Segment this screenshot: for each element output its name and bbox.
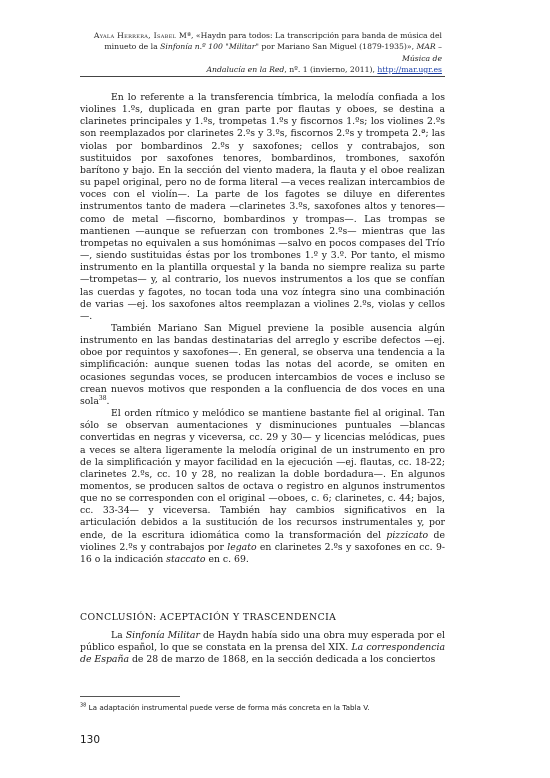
rhythm-text-a: El orden rítmico y melódico se mantiene bastante fiel al original. Tan sólo se observan aumentaciones y disminuciones puntuales —blancas convertidas en negras y viceversa, cc. 29 y 30— y licencias melódicas, pues a veces se altera ligeramente la melodía original de un instrumento en pro de la simplificación y mayor facilidad en la ejecución —ej. flautas, cc. 18-22; clarinetes 2.ºs, cc. 10 y 28, no realizan la doble bordadura—. En algunos momentos, se producen saltos de octava o registro en algunos instrumentos que no se corresponden con el original —oboes, c. 6; clarinetes, c. 44; bajos, cc. 33-34— y viceversa. También hay cambios significativos en la articulación debidos a la sustitución de los recursos instrumentales y, por ende, de la escritura idiomática como la transformación del xyxy=(80,408,445,541)
paragraph-instrumentation: En lo referente a la transferencia tímbrica, la melodía confiada a los violines 1.ºs, duplicada en gran parte por flautas y oboes, se destina a clarinetes principales y 1.ºs, trompetas 1.ºs y fiscornos 1.ºs; los violines 2.ºs son reemplazados por clarinetes 2.ºs y 3.ºs, fiscornos 2.ºs y trompeta 2.ª; las violas por bombardinos 2.ºs y saxofones; cellos y contrabajos, son sustituidos por saxofones tenores, bombardinos, trombones, saxofón barítono y bajo. En la sección del viento madera, la flauta y el oboe realizan su papel original, pero no de forma literal —a veces realizan intercambios de voces con el violín—. La parte de los fagotes se diluye en diferentes instrumentos tanto de madera —clarinetes 3.ºs, saxofones altos y tenores— como de metal —fiscorno, bombardinos y trompas—. Las trompas se mantienen —aunque se refuerzan con trombones 2.ºs— mientras que las trompetas no equivalen a sus homónimas —salvo en pocos compases del Trío—, siendo sustituidas éstas por los trombones 1.º y 3.º. Por tanto, el mismo instrumento en la plantilla orquestal y la banda no siempre realiza su parte —trompetas— y, al contrario, los nuevos instrumentos a los que se confían las cuerdas y fagotes, no tocan toda una voz íntegra sino una combinación de varias —ej. los saxofones altos reemplazan a violines 2.ºs, violas y cellos—. xyxy=(80,92,445,322)
conclusion-text-b: de Haydn había sido una obra muy esperada por el público español, lo que se constata en la prensa del XIX. xyxy=(80,630,445,654)
term-pizzicato: pizzicato xyxy=(386,529,429,541)
paragraph-simplification xyxy=(80,323,445,408)
work-title-militar: Sinfonía Militar xyxy=(125,630,200,641)
paragraph-rhythm xyxy=(80,408,445,566)
header-line-3 xyxy=(80,64,442,75)
header-journal: MAR – Música de xyxy=(401,42,442,63)
header-title-start: , «Haydn para todos: La transcripción para banda de música del xyxy=(191,31,442,40)
rhythm-text-b: de violines 2.ºs y contrabajos por xyxy=(80,529,445,553)
footnote-ref-38[interactable]: 38 xyxy=(98,394,107,402)
header-journal-cont: Andalucía en la Red xyxy=(206,64,285,74)
header-author: Ayala Herrera, Isabel Mª xyxy=(93,31,192,40)
paragraph-conclusion xyxy=(80,630,445,666)
journal-url-link[interactable]: http://mar.ugr.es xyxy=(377,64,442,74)
running-header xyxy=(80,30,442,75)
header-issue: , nº. 1 (invierno, 2011), xyxy=(284,64,378,74)
paragraph-simplification-text: También Mariano San Miguel previene la posible ausencia algún instrumento en las bandas destinatarias del arreglo y escribe defectos —ej. oboe por requintos y saxofones—. En general, se observa una tendencia a la simplificación: aunque suenen todas las notas del acorde, se omiten en ocasiones segundas voces, se producen intercambios de voces e incluso se crean nuevos motivos que responden a la confluencia de dos voces en una sola xyxy=(80,322,445,407)
conclusion-text-a: La xyxy=(111,630,126,641)
paragraph-end-dot: . xyxy=(106,395,110,407)
page-number: 130 xyxy=(80,734,101,746)
term-legato: legato xyxy=(227,541,257,553)
rhythm-text-d: en c. 69. xyxy=(205,553,249,565)
header-line-1 xyxy=(80,30,442,41)
header-line-2 xyxy=(80,41,442,64)
section-heading: CONCLUSIÓN: ACEPTACIÓN Y TRASCENDENCIA xyxy=(80,612,337,623)
footnote-divider xyxy=(80,696,180,697)
footnote-text: La adaptación instrumental puede verse de forma más concreta en la Tabla V. xyxy=(86,703,370,712)
header-title-mid: minueto de la xyxy=(104,42,161,52)
main-text xyxy=(80,92,445,566)
section-text xyxy=(80,630,445,666)
conclusion-text-c: de 28 de marzo de 1868, en la sección dedicada a los conciertos xyxy=(129,654,436,666)
footnote-number: 38 xyxy=(80,702,87,709)
term-staccato: staccato xyxy=(166,553,206,565)
footnote-38 xyxy=(80,703,445,712)
header-divider xyxy=(80,76,445,77)
rhythm-text-c: en clarinetes 2.ºs y saxofones en cc. 9-16 o la indicación xyxy=(80,541,445,565)
header-title-end: por Mariano San Miguel (1879-1935)», xyxy=(258,42,417,52)
header-work-title: Sinfonía n.º 100 "Militar" xyxy=(160,42,259,52)
newspaper-title: La correspondencia de España xyxy=(80,642,445,666)
